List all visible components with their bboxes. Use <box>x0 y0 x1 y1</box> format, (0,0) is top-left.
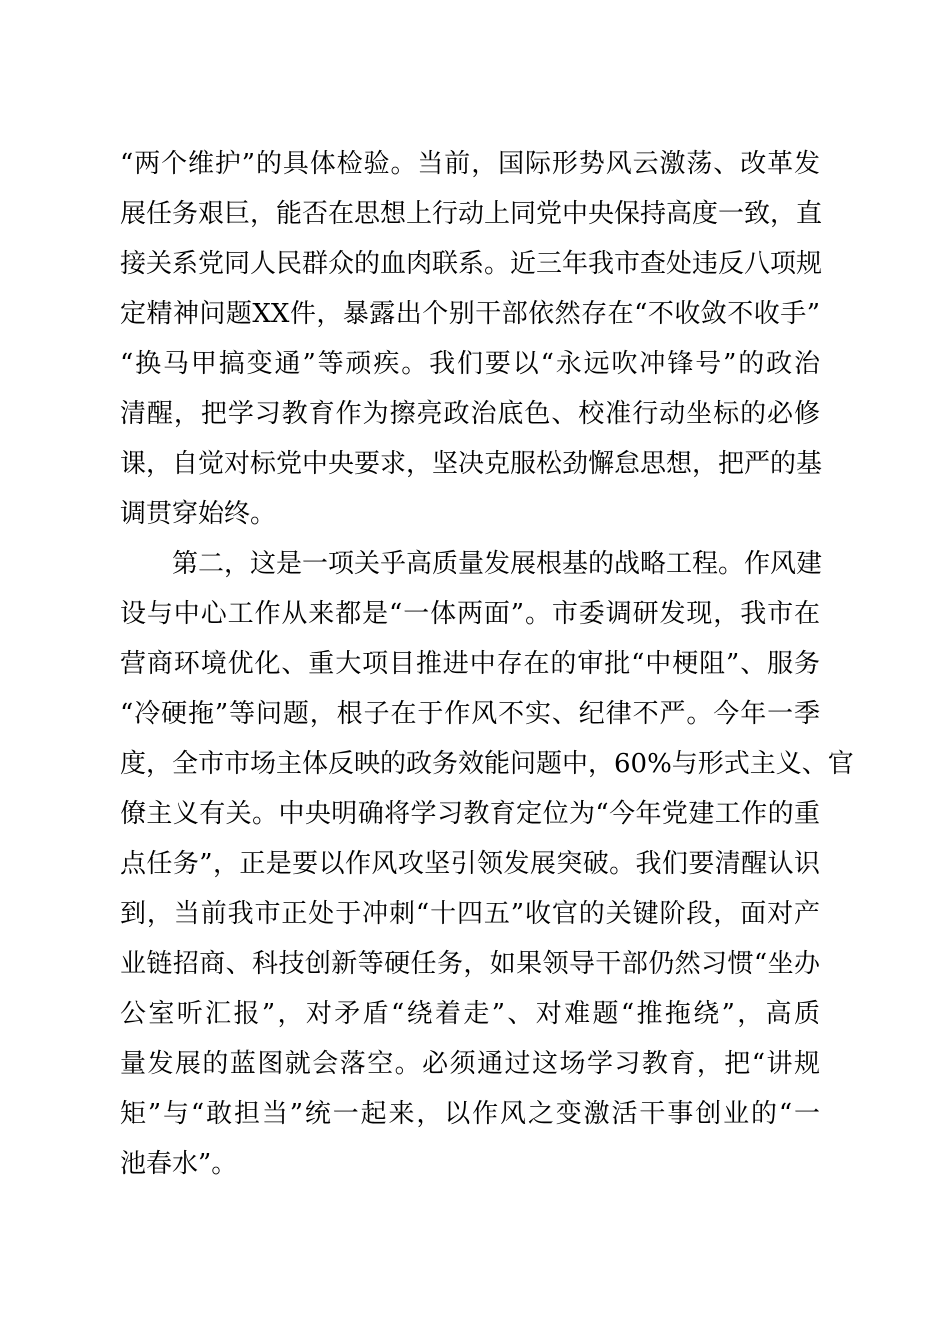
paragraph-1-line-8: 调贯穿始终。 <box>120 499 277 529</box>
paragraph-2-line-13: 池春水”。 <box>120 1149 238 1179</box>
paragraph-2-line-5: 度，全市市场主体反映的政务效能问题中，60%与形式主义、官 <box>120 749 854 779</box>
paragraph-2-line-12: 矩”与“敢担当”统一起来，以作风之变激活干事创业的“一 <box>120 1099 820 1129</box>
paragraph-2-line-4: “冷硬拖”等问题，根子在于作风不实、纪律不严。今年一季 <box>120 699 820 729</box>
paragraph-2-line-9: 业链招商、科技创新等硬任务，如果领导干部仍然习惯“坐办 <box>120 949 820 979</box>
paragraph-2-line-8: 到，当前我市正处于冲刺“十四五”收官的关键阶段，面对产 <box>120 899 820 929</box>
paragraph-2-line-1: 第二，这是一项关乎高质量发展根基的战略工程。作风建 <box>172 549 823 579</box>
paragraph-1-line-5: “换马甲搞变通”等顽疾。我们要以“永远吹冲锋号”的政治 <box>120 349 820 379</box>
paragraph-1-line-2: 展任务艰巨，能否在思想上行动上同党中央保持高度一致，直 <box>120 199 823 229</box>
paragraph-2-line-3: 营商环境优化、重大项目推进中存在的审批“中梗阻”、服务 <box>120 649 820 679</box>
paragraph-1-line-1: “两个维护”的具体检验。当前，国际形势风云激荡、改革发 <box>120 149 820 179</box>
paragraph-2-line-6: 僚主义有关。中央明确将学习教育定位为“今年党建工作的重 <box>120 799 820 829</box>
paragraph-2-line-7: 点任务”，正是要以作风攻坚引领发展突破。我们要清醒认识 <box>120 849 820 879</box>
paragraph-2-line-10: 公室听汇报”，对矛盾“绕着走”、对难题“推拖绕”，高质 <box>120 999 820 1029</box>
paragraph-1-line-7: 课，自觉对标党中央要求，坚决克服松劲懈怠思想，把严的基 <box>120 449 823 479</box>
paragraph-1-line-4: 定精神问题XX件，暴露出个别干部依然存在“不收敛不收手” <box>120 299 820 329</box>
paragraph-1-line-6: 清醒，把学习教育作为擦亮政治底色、校准行动坐标的必修 <box>120 399 820 429</box>
paragraph-2-line-2: 设与中心工作从来都是“一体两面”。市委调研发现，我市在 <box>120 599 820 629</box>
paragraph-1-line-3: 接关系党同人民群众的血肉联系。近三年我市查处违反八项规 <box>120 249 823 279</box>
paragraph-2-line-11: 量发展的蓝图就会落空。必须通过这场学习教育，把“讲规 <box>120 1049 820 1079</box>
